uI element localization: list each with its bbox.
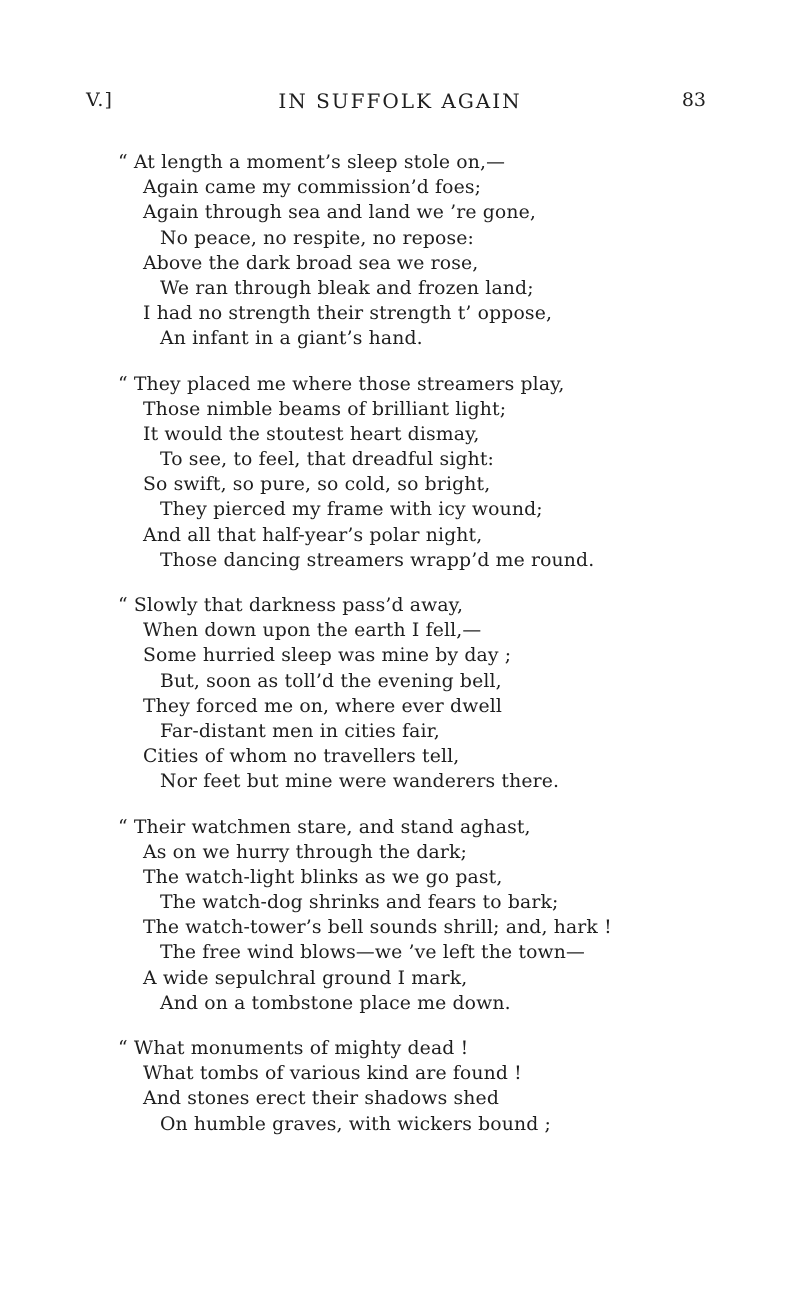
poem-line: Again came my commission’d foes; [143,177,482,199]
poem-line: The watch-light blinks as we go past, [143,866,503,888]
poem-line: I had no strength their strength t’ oppose, [143,303,553,325]
poem-line: Those dancing streamers wrapp’d me round. [160,549,595,571]
stanza-5 [0,1036,800,1137]
poem-line: We ran through bleak and frozen land; [160,277,534,299]
poem-line: To see, to feel, that dreadful sight: [160,449,495,471]
poem-line: Far-distant men in cities fair, [160,720,440,742]
poem-line: They pierced my frame with icy wound; [160,499,543,521]
poem-line: As on we hurry through the dark; [143,841,467,863]
poem-line: And stones erect their shadows shed [143,1088,499,1110]
poem-line: It would the stoutest heart dismay, [143,423,480,445]
poem-line: Again through sea and land we ’re gone, [143,202,537,224]
poem-line: “ At length a moment’s sleep stole on,— [118,152,506,173]
poem-line: They forced me on, where ever dwell [143,695,503,717]
poem-line: A wide sepulchral ground I mark, [143,967,468,989]
poem-line: Those nimble beams of brilliant light; [143,398,507,420]
poem-line: Cities of whom no travellers tell, [143,746,460,768]
stanza-4 [0,815,800,1017]
poem-line: “ They placed me where those streamers play, [118,373,565,395]
running-header [0,89,800,119]
stanza-3 [0,593,800,795]
poem-line: When down upon the earth I fell,— [143,620,482,642]
poem-line: Nor feet but mine were wanderers there. [160,771,560,793]
running-title: IN SUFFOLK AGAIN [278,89,522,113]
poem-line: What tombs of various kind are found ! [143,1063,522,1085]
page-number: 83 [681,89,706,111]
poem-line: So swift, so pure, so cold, so bright, [143,474,491,496]
poem-line: And all that half-year’s polar night, [143,524,483,546]
poem-line: But, soon as toll’d the evening bell, [160,670,502,692]
poem-line: “ What monuments of mighty dead ! [118,1038,469,1059]
poem-line: The free wind blows—we ’ve left the town— [160,942,585,964]
poem-line: “ Their watchmen stare, and stand aghast, [118,816,531,838]
poem-body [0,150,800,1157]
stanza-1 [0,150,800,352]
poem-line: “ Slowly that darkness pass’d away, [118,595,464,616]
poem-line: No peace, no respite, no repose: [160,227,475,249]
poem-line: On humble graves, with wickers bound ; [160,1113,551,1135]
poem-line: Some hurried sleep was mine by day ; [143,645,512,667]
poem-line: Above the dark broad sea we rose, [143,252,479,274]
poem-line: The watch-dog shrinks and fears to bark; [160,892,559,914]
chapter-number: V.] [86,89,113,111]
poem-line: The watch-tower’s bell sounds shrill; and, hark ! [143,917,612,939]
poem-line: And on a tombstone place me down. [160,992,511,1014]
poem-line: An infant in a giant’s hand. [160,328,423,350]
stanza-2 [0,372,800,574]
